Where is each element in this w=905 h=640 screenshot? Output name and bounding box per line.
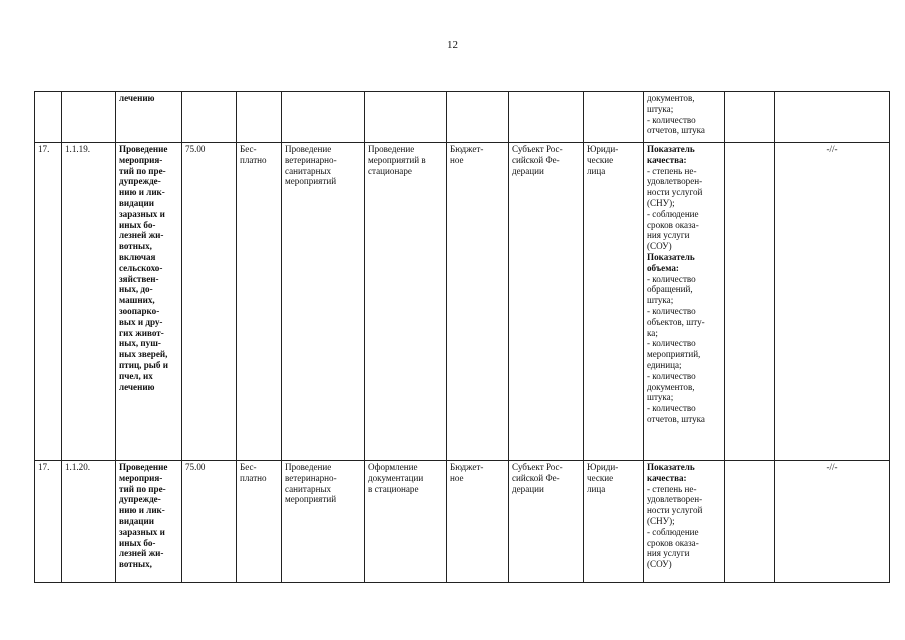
ditto-cell xyxy=(775,143,890,461)
service-code-cell xyxy=(62,143,116,461)
indicator-line: объема: xyxy=(647,262,679,273)
indicator-line: отчетов, штука xyxy=(647,413,705,424)
indicator-line: ния услуги xyxy=(647,548,690,559)
row-number-cell xyxy=(35,92,62,143)
condition-cell xyxy=(365,143,447,461)
indicator-line: качества: xyxy=(647,472,687,483)
service-name-line: дупрежде- xyxy=(119,176,161,187)
content-line: санитарных xyxy=(285,483,332,494)
indicator-line: ка; xyxy=(647,327,658,338)
consumer-cell xyxy=(584,143,644,461)
ditto-mark: -//- xyxy=(826,462,838,472)
payment-line: платно xyxy=(240,472,267,483)
consumer-line: лица xyxy=(587,165,606,176)
content-line: Проведение xyxy=(285,144,332,154)
row-number-cell xyxy=(35,143,62,461)
condition-line: стационаре xyxy=(368,165,412,176)
service-name-line: мероприя- xyxy=(119,154,163,165)
consumer-line: Юриди- xyxy=(587,144,619,154)
empty-cell xyxy=(725,92,775,143)
service-name-line: птиц, рыб и xyxy=(119,359,168,370)
indicator-line: (СНУ); xyxy=(647,515,675,526)
indicator-line: - количество xyxy=(647,370,696,381)
indicators-cell xyxy=(644,92,725,143)
condition-cell xyxy=(365,461,447,583)
service-code: 1.1.19. xyxy=(65,144,91,154)
indicator-line: ности услугой xyxy=(647,505,703,516)
condition-line: Оформление xyxy=(368,462,418,472)
service-name-line: лезней жи- xyxy=(119,230,164,241)
indicator-line: удовлетворен- xyxy=(647,494,703,505)
row-number-cell xyxy=(35,461,62,583)
service-name-line: пчел, их xyxy=(119,370,153,381)
indicator-line: - степень не- xyxy=(647,165,697,176)
service-name-line: вотных, xyxy=(119,241,152,252)
table-row xyxy=(35,143,890,461)
payment-line: платно xyxy=(240,154,267,165)
condition-line: в стационаре xyxy=(368,483,419,494)
table-row xyxy=(35,461,890,583)
service-name-line: заразных и xyxy=(119,208,165,219)
indicator-line: сроков оказа- xyxy=(647,537,699,548)
subject-line: дерации xyxy=(512,483,544,494)
subject-line: дерации xyxy=(512,165,544,176)
service-name-line: вых и дру- xyxy=(119,316,163,327)
subject-line: сийской Фе- xyxy=(512,154,560,165)
service-name-line: лезней жи- xyxy=(119,548,164,559)
indicator-line: штука; xyxy=(647,295,674,306)
category-cell xyxy=(447,461,509,583)
indicator-line: отчетов, штука xyxy=(647,125,705,136)
indicator-line: - соблюдение xyxy=(647,208,699,219)
category-line: Бюджет- xyxy=(450,462,484,472)
service-name-cell xyxy=(116,92,182,143)
service-name-line: лечению xyxy=(119,381,155,392)
indicators-cell xyxy=(644,143,725,461)
condition-line: Проведение xyxy=(368,144,415,154)
indicator-line: сроков оказа- xyxy=(647,219,699,230)
service-name-line: гих живот- xyxy=(119,327,164,338)
consumer-line: Юриди- xyxy=(587,462,619,472)
content-line: мероприятий xyxy=(285,494,337,505)
indicator-line: объектов, шту- xyxy=(647,316,705,327)
payment-cell xyxy=(237,92,282,143)
indicator-line: штука; xyxy=(647,392,674,403)
category-cell xyxy=(447,143,509,461)
consumer-cell xyxy=(584,92,644,143)
indicator-line: (СОУ) xyxy=(647,559,672,570)
service-name-cell xyxy=(116,143,182,461)
category-cell xyxy=(447,92,509,143)
services-register-table xyxy=(34,91,890,583)
category-line: Бюджет- xyxy=(450,144,484,154)
okved-cell xyxy=(182,92,237,143)
row-number: 17. xyxy=(38,462,50,472)
condition-line: документации xyxy=(368,472,424,483)
okved-cell xyxy=(182,461,237,583)
service-name-line: зоопарко- xyxy=(119,305,160,316)
content-line: мероприятий xyxy=(285,176,337,187)
indicator-line: штука; xyxy=(647,103,674,114)
service-name-line: дупрежде- xyxy=(119,494,161,505)
indicator-line: удовлетворен- xyxy=(647,176,703,187)
service-name-line: лечению xyxy=(119,93,155,103)
indicator-line: качества: xyxy=(647,154,687,165)
service-name-line: видации xyxy=(119,515,155,526)
content-cell xyxy=(282,461,365,583)
service-name-line: тий по пре- xyxy=(119,483,166,494)
empty-cell xyxy=(725,143,775,461)
consumer-line: лица xyxy=(587,483,606,494)
indicator-line: обращений, xyxy=(647,284,693,295)
service-code-cell xyxy=(62,92,116,143)
okved-cell xyxy=(182,143,237,461)
service-name-line: иных бо- xyxy=(119,219,156,230)
payment-line: Бес- xyxy=(240,462,257,472)
table-row xyxy=(35,92,890,143)
category-line: ное xyxy=(450,472,464,483)
service-name-line: ных, до- xyxy=(119,284,153,295)
service-name-line: ных, пуш- xyxy=(119,338,161,349)
row-number: 17. xyxy=(38,144,50,154)
indicator-line: (СНУ); xyxy=(647,197,675,208)
content-cell xyxy=(282,143,365,461)
table-body xyxy=(35,92,890,583)
condition-cell xyxy=(365,92,447,143)
subject-line: сийской Фе- xyxy=(512,472,560,483)
indicator-line: - количество xyxy=(647,114,696,125)
condition-line: мероприятий в xyxy=(368,154,426,165)
service-code: 1.1.20. xyxy=(65,462,91,472)
subject-cell xyxy=(509,92,584,143)
indicator-line: - количество xyxy=(647,338,696,349)
payment-cell xyxy=(237,461,282,583)
ditto-cell xyxy=(775,92,890,143)
service-name-line: нию и лик- xyxy=(119,187,165,198)
subject-cell xyxy=(509,461,584,583)
indicator-line: Показатель xyxy=(647,251,695,262)
subject-cell xyxy=(509,143,584,461)
subject-line: Субъект Рос- xyxy=(512,462,563,472)
service-code-cell xyxy=(62,461,116,583)
service-name-line: вотных, xyxy=(119,559,152,570)
category-line: ное xyxy=(450,154,464,165)
ditto-cell xyxy=(775,461,890,583)
service-name-line: зяйствен- xyxy=(119,273,159,284)
service-name-line: заразных и xyxy=(119,526,165,537)
okved-code: 75.00 xyxy=(185,144,206,154)
service-name-line: Проведение xyxy=(119,462,168,472)
service-name-line: включая xyxy=(119,251,156,262)
indicator-line: мероприятий, xyxy=(647,349,701,360)
service-name-line: ных зверей, xyxy=(119,349,168,360)
subject-line: Субъект Рос- xyxy=(512,144,563,154)
indicator-line: ности услугой xyxy=(647,187,703,198)
consumer-cell xyxy=(584,461,644,583)
content-line: санитарных xyxy=(285,165,332,176)
consumer-line: ческие xyxy=(587,472,614,483)
indicator-line: Показатель xyxy=(647,462,695,472)
content-line: ветеринарно- xyxy=(285,154,337,165)
indicator-line: - соблюдение xyxy=(647,526,699,537)
content-line: ветеринарно- xyxy=(285,472,337,483)
indicator-line: ния услуги xyxy=(647,230,690,241)
service-name-line: сельскохо- xyxy=(119,262,163,273)
service-name-line: иных бо- xyxy=(119,537,156,548)
service-name-cell xyxy=(116,461,182,583)
payment-line: Бес- xyxy=(240,144,257,154)
indicator-line: - количество xyxy=(647,403,696,414)
indicator-line: - количество xyxy=(647,273,696,284)
indicator-line: документов, xyxy=(647,93,695,103)
indicator-line: - степень не- xyxy=(647,483,697,494)
content-line: Проведение xyxy=(285,462,332,472)
indicator-line: Показатель xyxy=(647,144,695,154)
ditto-mark: -//- xyxy=(826,144,838,154)
indicator-line: единица; xyxy=(647,359,682,370)
indicators-cell xyxy=(644,461,725,583)
service-name-line: видации xyxy=(119,197,155,208)
indicator-line: - количество xyxy=(647,305,696,316)
service-name-line: нию и лик- xyxy=(119,505,165,516)
content-cell xyxy=(282,92,365,143)
indicator-line: (СОУ) xyxy=(647,241,672,252)
empty-cell xyxy=(725,461,775,583)
indicator-line: документов, xyxy=(647,381,695,392)
service-name-line: Проведение xyxy=(119,144,168,154)
payment-cell xyxy=(237,143,282,461)
consumer-line: ческие xyxy=(587,154,614,165)
service-name-line: мероприя- xyxy=(119,472,163,483)
okved-code: 75.00 xyxy=(185,462,206,472)
service-name-line: тий по пре- xyxy=(119,165,166,176)
service-name-line: машних, xyxy=(119,295,155,306)
page-number: 12 xyxy=(447,39,458,51)
